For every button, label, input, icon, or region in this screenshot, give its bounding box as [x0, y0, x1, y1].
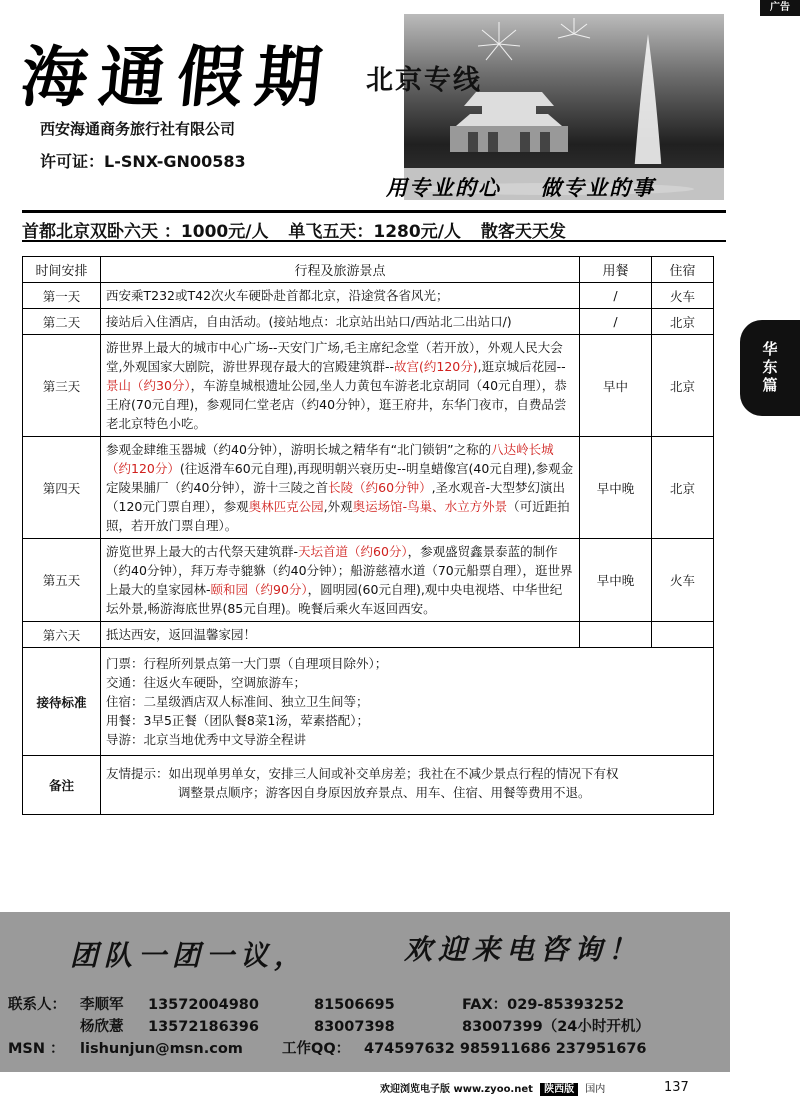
site-notice: 欢迎浏览电子版 www.zyoo.net [380, 1084, 533, 1095]
itinerary-text: ，参观盛贸鑫景泰蓝的制作（约40分钟），拜万寿寺貔貅（约40分钟）；船游慈禧水道（70元船票自理），逛世界上最大的皇家园林- [106, 544, 573, 597]
day-itinerary [101, 283, 580, 309]
day-itinerary [101, 539, 580, 622]
contacts [8, 994, 728, 1060]
day-meals: 早中晚 [580, 437, 652, 539]
standard-row [23, 648, 714, 756]
highlight-attraction: 景山（约30分） [106, 378, 191, 393]
itinerary-text: ,圣水观音-大型梦幻演出（120元门票自理），参观 [106, 480, 566, 514]
qq-label: 工作QQ： [282, 1041, 351, 1057]
day-lodging: 北京 [652, 437, 714, 539]
col-header-lodging: 住宿 [652, 257, 714, 283]
footer-slogan-left: 团队一团一议， [70, 939, 309, 972]
bottom-line [380, 1080, 605, 1096]
standard-line: 住宿：二星级酒店双人标准间、独立卫生间等； [106, 694, 369, 709]
fax-number: FAX：029-85393252 [462, 997, 625, 1013]
itinerary-text: ，圆明园(60元自理),观中央电视塔、中华世纪坛外景,畅游海底世界(85元自理)。晚餐后乘火车返回西安。 [106, 582, 563, 616]
contact-row-2 [8, 1016, 728, 1038]
qq-numbers: 474597632 985911686 237951676 [364, 1041, 647, 1057]
brand-logo: 海通假期 [17, 38, 338, 116]
day-lodging: 火车 [652, 539, 714, 622]
day-lodging: 北京 [652, 309, 714, 335]
table-row [23, 283, 714, 309]
section-tab: 华东篇 [740, 320, 800, 416]
table-row [23, 335, 714, 437]
notes-row [23, 756, 714, 815]
itinerary-body [23, 283, 714, 648]
day-meals [580, 622, 652, 648]
footer [0, 912, 730, 1072]
day-itinerary [101, 437, 580, 539]
itinerary-text: 游世界上最大的城市中心广场--天安门广场,毛主席纪念堂（若开放），外观人民大会堂,外观国家大剧院，游世界现存最大的宫殿建筑群-- [106, 340, 563, 374]
standard-line: 用餐：3早5正餐（团队餐8菜1汤，荤素搭配）； [106, 713, 370, 728]
highlight-attraction: 奥林匹克公园 [248, 499, 324, 514]
contact-row-3 [8, 1038, 728, 1060]
price-bar [22, 210, 726, 242]
phone-24h: 83007399（24小时开机） [462, 1019, 650, 1035]
day-label: 第三天 [23, 335, 101, 437]
contact-label: 联系人： [8, 997, 66, 1013]
notes-content [101, 756, 714, 815]
itinerary-table [22, 256, 714, 815]
company-name: 西安海通商务旅行社有限公司 [40, 120, 236, 138]
footer-slogan-right: 欢迎来电咨询！ [404, 933, 643, 966]
table-row [23, 622, 714, 648]
contact-1-mobile: 13572004980 [148, 997, 259, 1013]
contact-2-phone: 83007398 [314, 1019, 395, 1035]
standard-line: 导游：北京当地优秀中文导游全程讲 [106, 732, 307, 747]
contact-2-mobile: 13572186396 [148, 1019, 259, 1035]
highlight-attraction: 故宫(约120分) [394, 359, 478, 374]
itinerary-text: ，车游皇城根遗址公园,坐人力黄包车游老北京胡同（40元自理），恭王府(70元自理)，参观同仁堂老店（约40分钟），逛王府井，东华门夜市，自费品尝老北京特色小吃。 [106, 378, 567, 431]
day-lodging: 北京 [652, 335, 714, 437]
table-header-row [23, 257, 714, 283]
slogan [378, 168, 724, 202]
col-header-time: 时间安排 [23, 257, 101, 283]
highlight-attraction: 八达岭长城（约120分） [106, 442, 554, 476]
day-itinerary [101, 622, 580, 648]
highlight-attraction: 长陵（约60分钟） [328, 480, 432, 495]
page-number: 137 [664, 1080, 689, 1095]
msn-label: MSN ： [8, 1041, 65, 1057]
col-header-meals: 用餐 [580, 257, 652, 283]
day-label: 第二天 [23, 309, 101, 335]
day-lodging: 火车 [652, 283, 714, 309]
region-badge: 陕西版 [540, 1083, 578, 1096]
day-label: 第五天 [23, 539, 101, 622]
day-meals: / [580, 283, 652, 309]
notes-line: 友情提示：如出现单男单女，安排三人间或补交单房差；我社在不减少景点行程的情况下有权 [106, 766, 619, 781]
price-rail-six-days: 首都北京双卧六天 ：1000元/人 [22, 222, 269, 242]
msn-address: lishunjun@msn.com [80, 1041, 243, 1057]
highlight-attraction: 天坛首道（约60分） [298, 544, 408, 559]
table-row [23, 309, 714, 335]
route-title: 北京专线 [366, 65, 482, 96]
footer-slogan [0, 922, 730, 982]
contact-1-name: 李顺军 [80, 997, 124, 1013]
section-label: 国内 [585, 1084, 606, 1095]
notes-line: 调整景点顺序；游客因自身原因放弃景点、用车、住宿、用餐等费用不退。 [178, 785, 591, 800]
itinerary-text: 接站后入住酒店，自由活动。(接站地点：北京站出站口/西站北二出站口/) [106, 314, 512, 329]
day-meals: / [580, 309, 652, 335]
itinerary-text: ,逛京城后花园-- [477, 359, 566, 374]
day-meals: 早中晚 [580, 539, 652, 622]
standard-line: 交通：往返火车硬卧，空调旅游车； [106, 675, 307, 690]
header [10, 14, 724, 204]
table-row [23, 437, 714, 539]
day-itinerary [101, 335, 580, 437]
day-label: 第四天 [23, 437, 101, 539]
slogan-right: 做专业的事 [540, 175, 656, 200]
highlight-attraction: 奥运场馆-鸟巢、水立方外景 [352, 499, 508, 514]
license-number: 许可证：L-SNX-GN00583 [40, 152, 246, 171]
highlight-attraction: 颐和园（约90分） [210, 582, 308, 597]
contact-1-phone: 81506695 [314, 997, 395, 1013]
day-lodging [652, 622, 714, 648]
itinerary-text: (往返滑车60元自理),再现明朝兴衰历史--明皇蜡像宫(40元自理),参观金定陵果脯厂（约40分钟），游十三陵之首 [106, 461, 574, 495]
itinerary-text: （可近距拍照，若开放门票自理）。 [106, 499, 570, 533]
itinerary-text: 游览世界上最大的古代祭天建筑群- [106, 544, 299, 559]
col-header-itinerary: 行程及旅游景点 [101, 257, 580, 283]
standard-content [101, 648, 714, 756]
contact-2-name: 杨欣薏 [80, 1019, 124, 1035]
standard-label: 接待标准 [23, 648, 101, 756]
notes-label: 备注 [23, 756, 101, 815]
itinerary-text: 抵达西安，返回温馨家园！ [106, 627, 257, 642]
itinerary-text: 参观金肆维玉器城（约40分钟），游明长城之精华有“北门锁钥”之称的 [106, 442, 492, 457]
contact-row-1 [8, 994, 728, 1016]
day-meals: 早中 [580, 335, 652, 437]
itinerary-text: ,外观 [323, 499, 353, 514]
day-itinerary [101, 309, 580, 335]
price-daily-departure: 散客天天发 [480, 222, 566, 242]
day-label: 第六天 [23, 622, 101, 648]
standard-line: 门票：行程所列景点第一大门票（自理项目除外）； [106, 656, 388, 671]
price-flight-five-days: 单飞五天：1280元/人 [288, 222, 461, 242]
ad-tag: 广告 [760, 0, 800, 16]
slogan-left: 用专业的心 [386, 175, 501, 200]
itinerary-text: 西安乘T232或T42次火车硬卧赴首都北京，沿途赏各省风光； [106, 288, 449, 303]
table-row [23, 539, 714, 622]
day-label: 第一天 [23, 283, 101, 309]
